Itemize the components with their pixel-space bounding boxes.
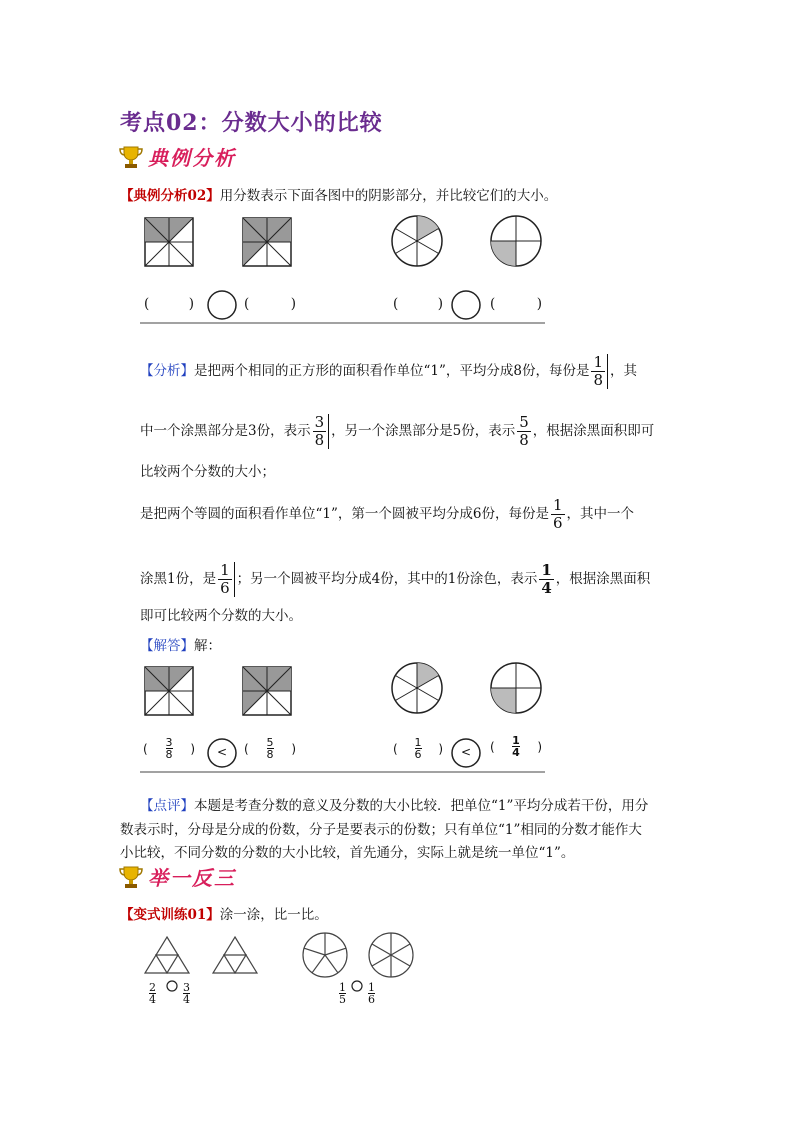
circle-figure-answer-1-4 <box>491 663 541 713</box>
analysis-line-1: 【分析】是把两个相同的正方形的面积看作单位“1”，平均分成8份，每份是 $\frac{1}{8}$ ，其 <box>140 353 638 389</box>
practice-fraction-1-6: $\frac{1}{6}$ <box>368 981 375 1006</box>
fraction: $\frac{1}{6}$ <box>552 496 563 532</box>
fraction: $\frac{3}{8}$ <box>313 414 330 449</box>
fraction: $\frac{5}{8}$ <box>519 413 529 449</box>
answer-blank[interactable]: ( ) <box>393 296 443 312</box>
answer-fill-5-8: ( $\frac{5}{8}$ ) <box>244 736 296 761</box>
analysis-line-5: 涂黑1份，是 $\frac{1}{6}$ ；另一个圆被平均分成4份，其中的1份涂色，表示 $\frac{1}{4}$ ，根据涂黑面积 <box>140 561 651 597</box>
square-figure-answer-3-8 <box>145 667 193 715</box>
practice-fraction-3-4: $\frac{3}{4}$ <box>183 981 190 1006</box>
square-figure-5-8 <box>243 218 291 266</box>
answer-blank[interactable]: ( ) <box>490 296 542 312</box>
analysis-line-2: 中一个涂黑部分是3份，表示 $\frac{3}{8}$ ，另一个涂黑部分是5份，表示 $\frac{5}{8}$ ，根据涂黑面积即可 <box>140 413 655 449</box>
answer-blank[interactable]: ( ) <box>144 296 194 312</box>
answer-label: 【解答】解： <box>140 638 221 654</box>
answer-fill-1-4: ( $\frac{1}{4}$ ) <box>490 734 542 759</box>
circle-figure-1-4 <box>491 216 541 266</box>
square-figure-3-8 <box>145 218 193 266</box>
answer-fill-3-8: ( $\frac{3}{8}$ ) <box>143 736 195 761</box>
answer-compare-symbol: < <box>461 745 472 759</box>
triangle-figure-3-4 <box>213 937 257 973</box>
trophy-icon <box>118 864 144 890</box>
answer-compare-symbol: < <box>217 745 228 759</box>
circle-figure-1-6-practice <box>369 933 413 977</box>
example-text: 用分数表示下面各图中的阴影部分，并比较它们的大小。 <box>219 188 558 204</box>
compare-circle <box>208 291 236 319</box>
comment-line-3: 小比较，不同分数的分数的大小比较，首先通分，实际上就是统一单位“1”。 <box>120 845 575 861</box>
circle-figure-1-6 <box>392 216 442 266</box>
triangle-figure-2-4 <box>145 937 189 973</box>
example-tag: 【典例分析02】 <box>120 188 220 204</box>
practice-fraction-2-4: $\frac{2}{4}$ <box>149 981 156 1006</box>
answer-fill-1-6: ( $\frac{1}{6}$ ) <box>393 736 443 761</box>
section-banner-practice <box>118 862 236 891</box>
analysis-line-6: 即可比较两个分数的大小。 <box>140 608 302 624</box>
compare-circle <box>167 981 177 991</box>
banner-label: 举一反三 <box>148 866 236 890</box>
page-title: 考点02：分数大小的比较 <box>120 110 383 136</box>
fraction: $\frac{1}{4}$ <box>541 561 552 597</box>
circle-figure-answer-1-6 <box>392 663 442 713</box>
comment-line-2: 数表示时，分母是分成的份数，分子是要表示的份数；只有单位“1”相同的分数才能作大 <box>120 822 642 838</box>
compare-circle <box>352 981 362 991</box>
fraction: $\frac{1}{8}$ <box>591 354 608 389</box>
analysis-line-3: 比较两个分数的大小； <box>140 464 275 480</box>
banner-label: 典例分析 <box>148 146 236 170</box>
square-figure-answer-5-8 <box>243 667 291 715</box>
circle-figure-1-5 <box>303 933 347 977</box>
compare-circle <box>452 291 480 319</box>
comment-line-1: 【点评】本题是考查分数的意义及分数的大小比较．把单位“1”平均分成若干份，用分 <box>140 798 649 814</box>
analysis-line-4: 是把两个等圆的面积看作单位“1”，第一个圆被平均分成6份，每份是 $\frac{1}{6}$ ，其中一个 <box>140 496 635 532</box>
answer-blank[interactable]: ( ) <box>244 296 296 312</box>
fraction: $\frac{1}{6}$ <box>218 562 235 597</box>
practice-fraction-1-5: $\frac{1}{5}$ <box>339 981 346 1006</box>
practice-question: 【变式训练01】涂一涂，比一比。 <box>120 907 328 923</box>
